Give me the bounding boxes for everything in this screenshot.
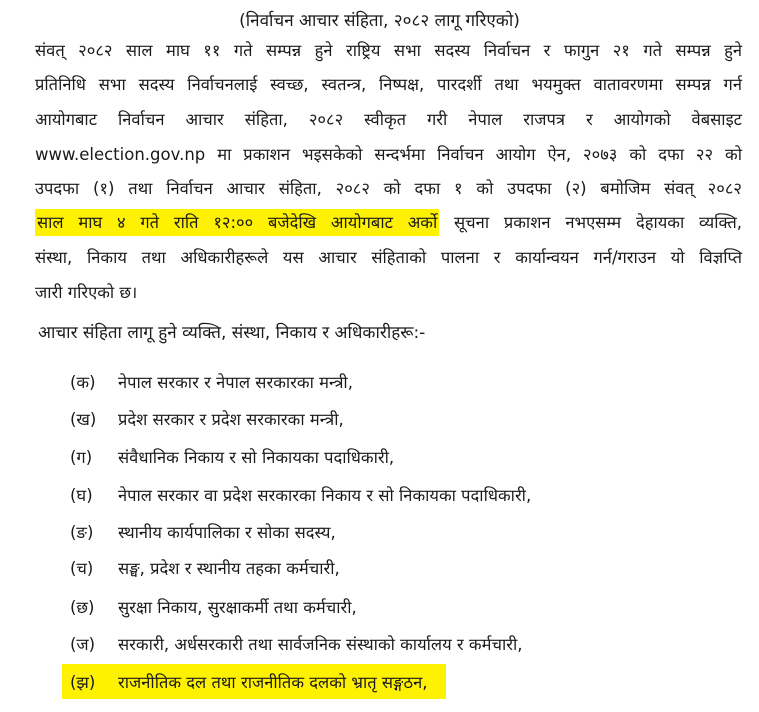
highlighted-text: साल माघ ४ गते राति १२:०० बजेदेखि आयोगबाट अर्को xyxy=(35,209,439,236)
item-text: नेपाल सरकार र नेपाल सरकारका मन्त्री, xyxy=(118,373,353,392)
list-item xyxy=(70,556,340,579)
item-label: (ग) xyxy=(70,448,93,467)
paragraph-line: प्रतिनिधि सभा सदस्य निर्वाचनलाई स्वच्छ, स्वतन्त्र, निष्पक्ष, पारदर्शी तथा भयमुक्त वातावरणमा सम्पन्न गर्न xyxy=(35,75,742,94)
item-text: स्थानीय कार्यपालिका र सोका सदस्य, xyxy=(118,523,336,542)
item-label: (ज) xyxy=(70,635,96,654)
paragraph-line: संवत् २०८२ साल माघ ११ गते सम्पन्न हुने राष्ट्रिय सभा सदस्य निर्वाचन र फागुन २१ गते सम्पन्न हुने xyxy=(35,41,742,60)
list-item xyxy=(70,370,353,393)
item-text: सरकारी, अर्धसरकारी तथा सार्वजनिक संस्थाको कार्यालय र कर्मचारी, xyxy=(118,635,523,654)
paragraph-line: आयोगबाट निर्वाचन आचार संहिता, २०८२ स्वीकृत गरी नेपाल राजपत्र र आयोगको वेबसाइट xyxy=(35,110,742,129)
item-label: (ङ) xyxy=(70,523,94,542)
item-text: नेपाल सरकार वा प्रदेश सरकारका निकाय र सो निकायका पदाधिकारी, xyxy=(118,486,532,505)
item-text: प्रदेश सरकार र प्रदेश सरकारका मन्त्री, xyxy=(118,410,344,429)
item-label: (घ) xyxy=(70,486,93,505)
list-item xyxy=(70,407,344,430)
paragraph-line: उपदफा (१) तथा निर्वाचन आचार संहिता, २०८२ को दफा १ को उपदफा (२) बमोजिम संवत् २०८२ xyxy=(35,179,742,198)
paragraph-line: संस्था, निकाय तथा अधिकारीहरूले यस आचार संहिताको पालना र कार्यान्वयन गर्न/गराउन यो विज्ञप्ति xyxy=(35,248,742,267)
item-text: सङ्घ, प्रदेश र स्थानीय तहका कर्मचारी, xyxy=(118,559,340,578)
item-label: (झ) xyxy=(70,673,96,692)
list-item xyxy=(70,595,357,618)
item-label: (च) xyxy=(70,559,94,578)
paragraph-line: www.election.gov.np मा प्रकाशन भइसकेको सन्दर्भमा निर्वाचन आयोग ऐन, २०७३ को दफा २२ को xyxy=(35,145,742,164)
paragraph-line: जारी गरिएको छ। xyxy=(35,283,138,302)
list-item-highlighted xyxy=(62,664,446,699)
item-text: राजनीतिक दल तथा राजनीतिक दलको भ्रातृ सङ्गठन, xyxy=(118,673,428,692)
paragraph-line xyxy=(35,210,742,233)
item-label: (छ) xyxy=(70,598,95,617)
item-label: (ख) xyxy=(70,410,97,429)
list-item xyxy=(70,520,336,543)
section-heading: आचार संहिता लागू हुने व्यक्ति, संस्था, निकाय र अधिकारीहरू:- xyxy=(38,323,426,343)
item-label: (क) xyxy=(70,373,96,392)
item-text: सुरक्षा निकाय, सुरक्षाकर्मी तथा कर्मचारी, xyxy=(118,598,357,617)
document-title: (निर्वाचन आचार संहिता, २०८२ लागू गरिएको) xyxy=(239,11,520,31)
list-item xyxy=(70,632,522,655)
list-item xyxy=(70,483,531,506)
paragraph-text: सूचना प्रकाशन नभएसम्म देहायका व्यक्ति, xyxy=(454,213,742,232)
item-text: संवैधानिक निकाय र सो निकायका पदाधिकारी, xyxy=(118,448,395,467)
list-item xyxy=(70,445,394,468)
